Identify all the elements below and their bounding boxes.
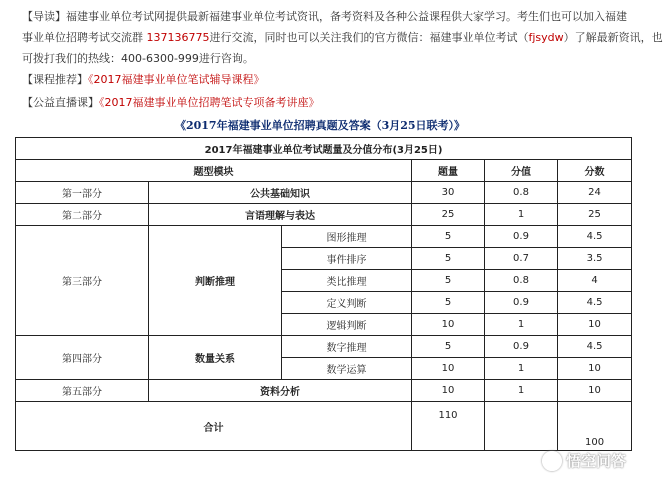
- score-cell: 0.7: [485, 248, 558, 270]
- total-label: 合计: [16, 402, 412, 451]
- intro-text: ）了解最新资讯，也: [563, 31, 663, 44]
- score-cell: 0.9: [485, 336, 558, 358]
- points-cell: 4.5: [558, 336, 632, 358]
- part-cell: 第三部分: [16, 226, 149, 336]
- count-cell: 10: [412, 358, 485, 380]
- live-course-label: 【公益直播课】: [22, 96, 99, 109]
- subtopic-cell: 逻辑判断: [282, 314, 412, 336]
- live-course: [22, 94, 320, 110]
- points-cell: 24: [558, 182, 632, 204]
- part-cell: 第四部分: [16, 336, 149, 380]
- header-count: 题量: [412, 160, 485, 182]
- count-cell: 10: [412, 314, 485, 336]
- score-distribution-table: [15, 137, 632, 451]
- article-title: 《2017年福建事业单位招聘真题及答案（3月25日联考）》: [174, 119, 466, 132]
- course-recommend: [22, 71, 265, 87]
- topic-cell: 资料分析: [149, 380, 412, 402]
- score-cell: 0.8: [485, 182, 558, 204]
- table-caption-row: [16, 138, 632, 160]
- intro-text: 进行交流，同时也可以关注我们的官方微信：福建事业单位考试（: [209, 31, 529, 44]
- subtopic-cell: 定义判断: [282, 292, 412, 314]
- points-cell: 4.5: [558, 226, 632, 248]
- subtopic-cell: 类比推理: [282, 270, 412, 292]
- count-cell: 5: [412, 248, 485, 270]
- points-cell: 3.5: [558, 248, 632, 270]
- count-cell: 5: [412, 336, 485, 358]
- points-cell: 4: [558, 270, 632, 292]
- count-cell: 5: [412, 292, 485, 314]
- wechat-id: fjsydw: [528, 31, 564, 44]
- total-score: [485, 402, 558, 451]
- table-row: [16, 336, 632, 358]
- topic-cell: 判断推理: [149, 226, 282, 336]
- score-cell: 1: [485, 358, 558, 380]
- header-module: 题型模块: [16, 160, 412, 182]
- score-cell: 1: [485, 204, 558, 226]
- intro-line-3: 可拨打我们的热线：400-6300-999进行咨询。: [22, 52, 254, 65]
- intro-paragraph: [22, 6, 663, 69]
- count-cell: 10: [412, 380, 485, 402]
- subtopic-cell: 事件排序: [282, 248, 412, 270]
- live-course-link[interactable]: 《2017福建事业单位招聘笔试专项备考讲座》: [99, 96, 320, 109]
- points-cell: 10: [558, 380, 632, 402]
- count-cell: 25: [412, 204, 485, 226]
- table-caption: 2017年福建事业单位考试题量及分值分布(3月25日): [16, 138, 632, 160]
- part-cell: 第二部分: [16, 204, 149, 226]
- table-header-row: [16, 160, 632, 182]
- points-cell: 25: [558, 204, 632, 226]
- score-cell: 0.9: [485, 292, 558, 314]
- watermark: [542, 450, 626, 472]
- score-cell: 1: [485, 380, 558, 402]
- part-cell: 第一部分: [16, 182, 149, 204]
- count-cell: 5: [412, 226, 485, 248]
- total-points: 100: [558, 402, 632, 451]
- table-row: [16, 182, 632, 204]
- points-cell: 10: [558, 358, 632, 380]
- part-cell: 第五部分: [16, 380, 149, 402]
- table-row: [16, 204, 632, 226]
- subtopic-cell: 图形推理: [282, 226, 412, 248]
- topic-cell: 公共基础知识: [149, 182, 412, 204]
- score-cell: 1: [485, 314, 558, 336]
- qq-group-number: 137136775: [146, 31, 210, 44]
- count-cell: 5: [412, 270, 485, 292]
- course-recommend-link[interactable]: 《2017福建事业单位笔试辅导课程》: [88, 73, 265, 86]
- header-score: 分值: [485, 160, 558, 182]
- points-cell: 4.5: [558, 292, 632, 314]
- count-cell: 30: [412, 182, 485, 204]
- watermark-text: 悟空问答: [565, 451, 626, 470]
- table-row: [16, 380, 632, 402]
- table-row: [16, 226, 632, 248]
- table-total-row: [16, 402, 632, 451]
- score-cell: 0.8: [485, 270, 558, 292]
- intro-line-1: 【导读】福建事业单位考试网提供最新福建事业单位考试资讯，备考资料及各种公益课程供大家学习。考生们也可以加入福建: [22, 10, 627, 23]
- subtopic-cell: 数字推理: [282, 336, 412, 358]
- header-points: 分数: [558, 160, 632, 182]
- intro-line-2: [22, 27, 663, 48]
- total-count: 110: [412, 402, 485, 451]
- intro-text: 事业单位招聘考试交流群: [22, 31, 147, 44]
- score-cell: 0.9: [485, 226, 558, 248]
- subtopic-cell: 数学运算: [282, 358, 412, 380]
- topic-cell: 数量关系: [149, 336, 282, 380]
- topic-cell: 言语理解与表达: [149, 204, 412, 226]
- course-recommend-label: 【课程推荐】: [22, 73, 88, 86]
- points-cell: 10: [558, 314, 632, 336]
- wukong-logo-icon: [542, 451, 562, 471]
